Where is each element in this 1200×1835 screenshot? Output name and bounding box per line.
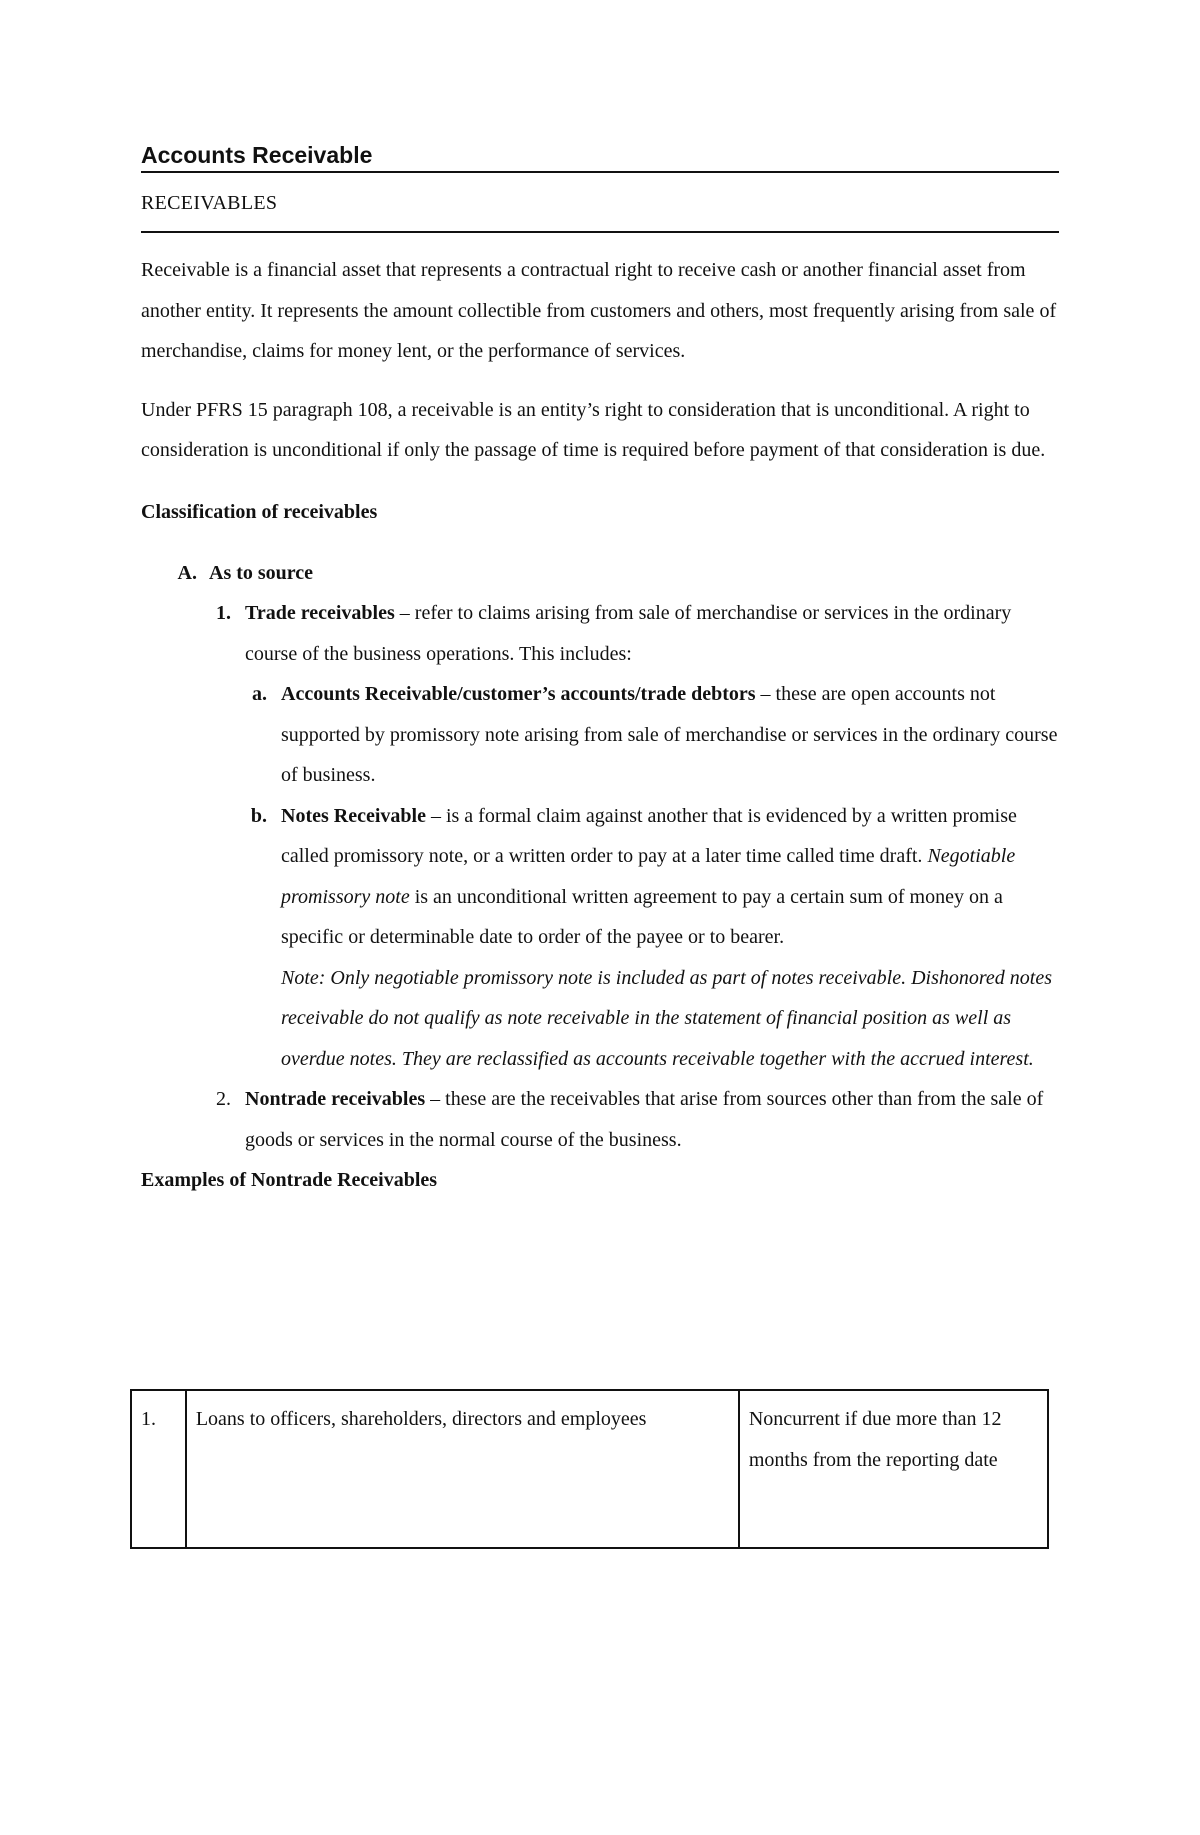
pfrs-paragraph: Under PFRS 15 paragraph 108, a receivable is an entity’s right to consideration that is unconditional. A right to consideration is unconditional if only the passage of time is required before payment of that consideration is due. — [141, 398, 1046, 461]
trade-receivables-text: – refer to claims arising from sale of merchandise or services in the ordinary course of the business operations. This includes: — [245, 602, 1012, 665]
table-row — [131, 1390, 1048, 1548]
notes-receivable-text-continued: is an unconditional written agreement to pay a certain sum of money on a specific or determinable date to order of the payee or to bearer. — [281, 885, 1003, 948]
definition-paragraph: Receivable is a financial asset that represents a contractual right to receive cash or another financial asset from another entity. It represents the amount collectible from customers and others, most frequently arising from sale of merchandise, claims for money lent, or the performance of services. — [141, 259, 1057, 362]
term-negotiable-promissory-note: Negotiable promissory note — [281, 845, 1016, 908]
list-item-accounts-receivable — [141, 674, 1059, 796]
table-cell-description: Loans to officers, shareholders, directors and employees — [186, 1390, 739, 1548]
list-marker: a. — [252, 683, 267, 705]
list-item-trade-receivables — [141, 593, 1059, 674]
classification-list — [141, 553, 1059, 1161]
term-notes-receivable: Notes Receivable — [281, 804, 426, 827]
term-nontrade-receivables: Nontrade receivables — [245, 1088, 426, 1110]
list-item-nontrade-receivables — [141, 1079, 1059, 1160]
classification-heading: Classification of receivables — [141, 500, 378, 523]
term-accounts-receivable: Accounts Receivable/customer’s accounts/trade debtors — [281, 683, 756, 705]
nontrade-receivables-text: – these are the receivables that arise from sources other than from the sale of goods or services in the normal course of the business. — [245, 1088, 1044, 1151]
examples-table — [130, 1389, 1049, 1549]
notes-receivable-text: – is a formal claim against another that is evidenced by a written promise called promissory note, or a written order to pay at a later time called time draft. — [281, 804, 1017, 867]
table-cell-number: 1. — [131, 1390, 186, 1548]
term-trade-receivables: Trade receivables — [245, 602, 395, 624]
table-cell-note: Noncurrent if due more than 12 months from the reporting date — [739, 1390, 1048, 1548]
examples-heading: Examples of Nontrade Receivables — [141, 1169, 438, 1191]
list-marker: 2. — [216, 1088, 231, 1110]
list-marker: 1. — [216, 602, 231, 624]
accounts-receivable-text: – these are open accounts not supported by promissory note arising from sale of merchandise or services in the ordinary course of business. — [281, 683, 1058, 786]
section-heading: RECEIVABLES — [141, 189, 1059, 233]
list-item-notes-receivable — [141, 796, 1059, 1080]
list-marker: A. — [177, 561, 197, 584]
list-label: As to source — [209, 561, 314, 584]
list-item-as-to-source — [141, 553, 1059, 594]
document-body — [141, 140, 1059, 1200]
notes-receivable-note: Note: Only negotiable promissory note is included as part of notes receivable. Dishonored notes receivable do not qualify as note receivable in the statement of financial position as well as overdue notes. They are reclassified as accounts receivable together with the accrued interest. — [281, 966, 1052, 1070]
list-marker: b. — [250, 804, 267, 827]
document-title: Accounts Receivable — [141, 140, 1059, 173]
